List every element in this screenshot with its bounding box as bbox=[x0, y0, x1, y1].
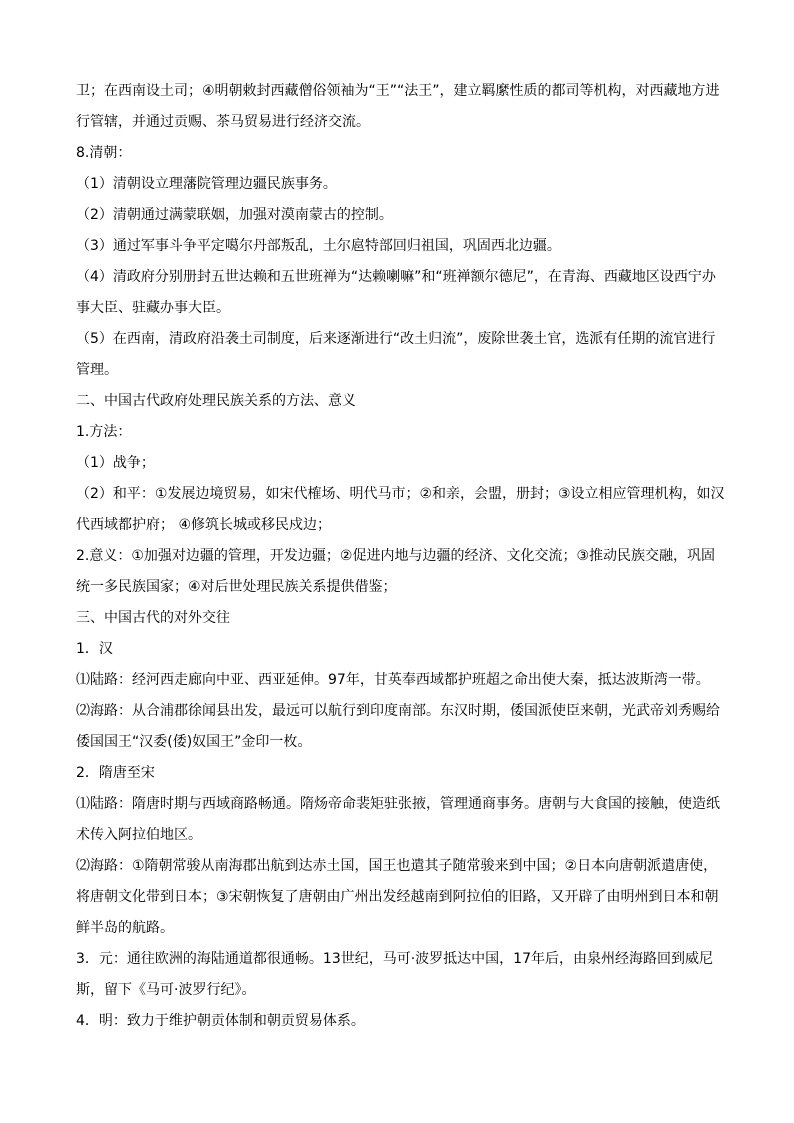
subheading-han: 1．汉 bbox=[76, 641, 113, 657]
heading-qing: 8.清朝： bbox=[76, 145, 132, 161]
item-qing-2: （2）清朝通过满蒙联姻，加强对漠南蒙古的控制。 bbox=[76, 207, 393, 223]
item-methods-peace: （2）和平：①发展边境贸易，如宋代榷场、明代马市；②和亲，会盟，册封；③设立相应管理机构，如汉代西域都护府； ④修筑长城或移民戍边； bbox=[76, 486, 725, 533]
item-ming: 4．明：致力于维护朝贡体制和朝贡贸易体系。 bbox=[76, 1013, 365, 1029]
item-qing-5: （5）在西南，清政府沿袭土司制度，后来逐渐进行“改土归流”，废除世袭土官，选派有任期的流官进行管理。 bbox=[76, 331, 716, 378]
item-qing-4: （4）清政府分别册封五世达赖和五世班禅为“达赖喇嘛”和“班禅额尔德尼”，在青海、西藏地区设西宁办事大臣、驻藏办事大臣。 bbox=[76, 269, 716, 316]
item-qing-3: （3）通过军事斗争平定噶尔丹部叛乱，土尔扈特部回归祖国，巩固西北边疆。 bbox=[76, 238, 561, 254]
item-yuan: 3．元：通往欧洲的海陆通道都很通畅。13世纪，马可·波罗抵达中国，17年后，由泉州经海路回到威尼斯，留下《马可·波罗行纪》。 bbox=[76, 951, 713, 998]
document-page bbox=[76, 76, 728, 1037]
subheading-sui-tang-song: 2．隋唐至宋 bbox=[76, 765, 155, 781]
item-han-sea: ⑵海路：从合浦郡徐闻县出发，最远可以航行到印度南部。东汉时期，倭国派使臣来朝，光武帝刘秀赐给倭国国王“汉委(倭)奴国王”金印一枚。 bbox=[76, 703, 720, 750]
item-han-land: ⑴陆路：经河西走廊向中亚、西亚延伸。97年，甘英奉西域都护班超之命出使大秦，抵达波斯湾一带。 bbox=[76, 672, 710, 688]
item-sui-tang-sea: ⑵海路：①隋朝常骏从南海郡出航到达赤土国，国王也遣其子随常骏来到中国；②日本向唐朝派遣唐使，将唐朝文化带到日本；③宋朝恢复了唐朝由广州出发经越南到阿拉伯的旧路，又开辟了由明州到日本和朝鲜半岛的航路。 bbox=[76, 858, 719, 936]
paragraph-significance: 2.意义：①加强对边疆的管理，开发边疆；②促进内地与边疆的经济、文化交流；③推动民族交融，巩固统一多民族国家；④对后世处理民族关系提供借鉴； bbox=[76, 548, 716, 595]
section-heading-ethnic-relations: 二、中国古代政府处理民族关系的方法、意义 bbox=[76, 393, 356, 409]
item-sui-tang-land: ⑴陆路：隋唐时期与西域商路畅通。隋炀帝命裴矩驻张掖，管理通商事务。唐朝与大食国的接触，使造纸术传入阿拉伯地区。 bbox=[76, 796, 720, 843]
paragraph-tibet-continuation: 卫；在西南设土司；④明朝敕封西藏僧俗领袖为“王”“法王”，建立羁縻性质的都司等机构，对西藏地方进行管辖，并通过贡赐、茶马贸易进行经济交流。 bbox=[76, 83, 720, 130]
section-heading-foreign-relations: 三、中国古代的对外交往 bbox=[76, 610, 230, 626]
item-methods-war: （1）战争； bbox=[76, 455, 155, 471]
subheading-methods: 1.方法： bbox=[76, 424, 132, 440]
item-qing-1: （1）清朝设立理藩院管理边疆民族事务。 bbox=[76, 176, 337, 192]
